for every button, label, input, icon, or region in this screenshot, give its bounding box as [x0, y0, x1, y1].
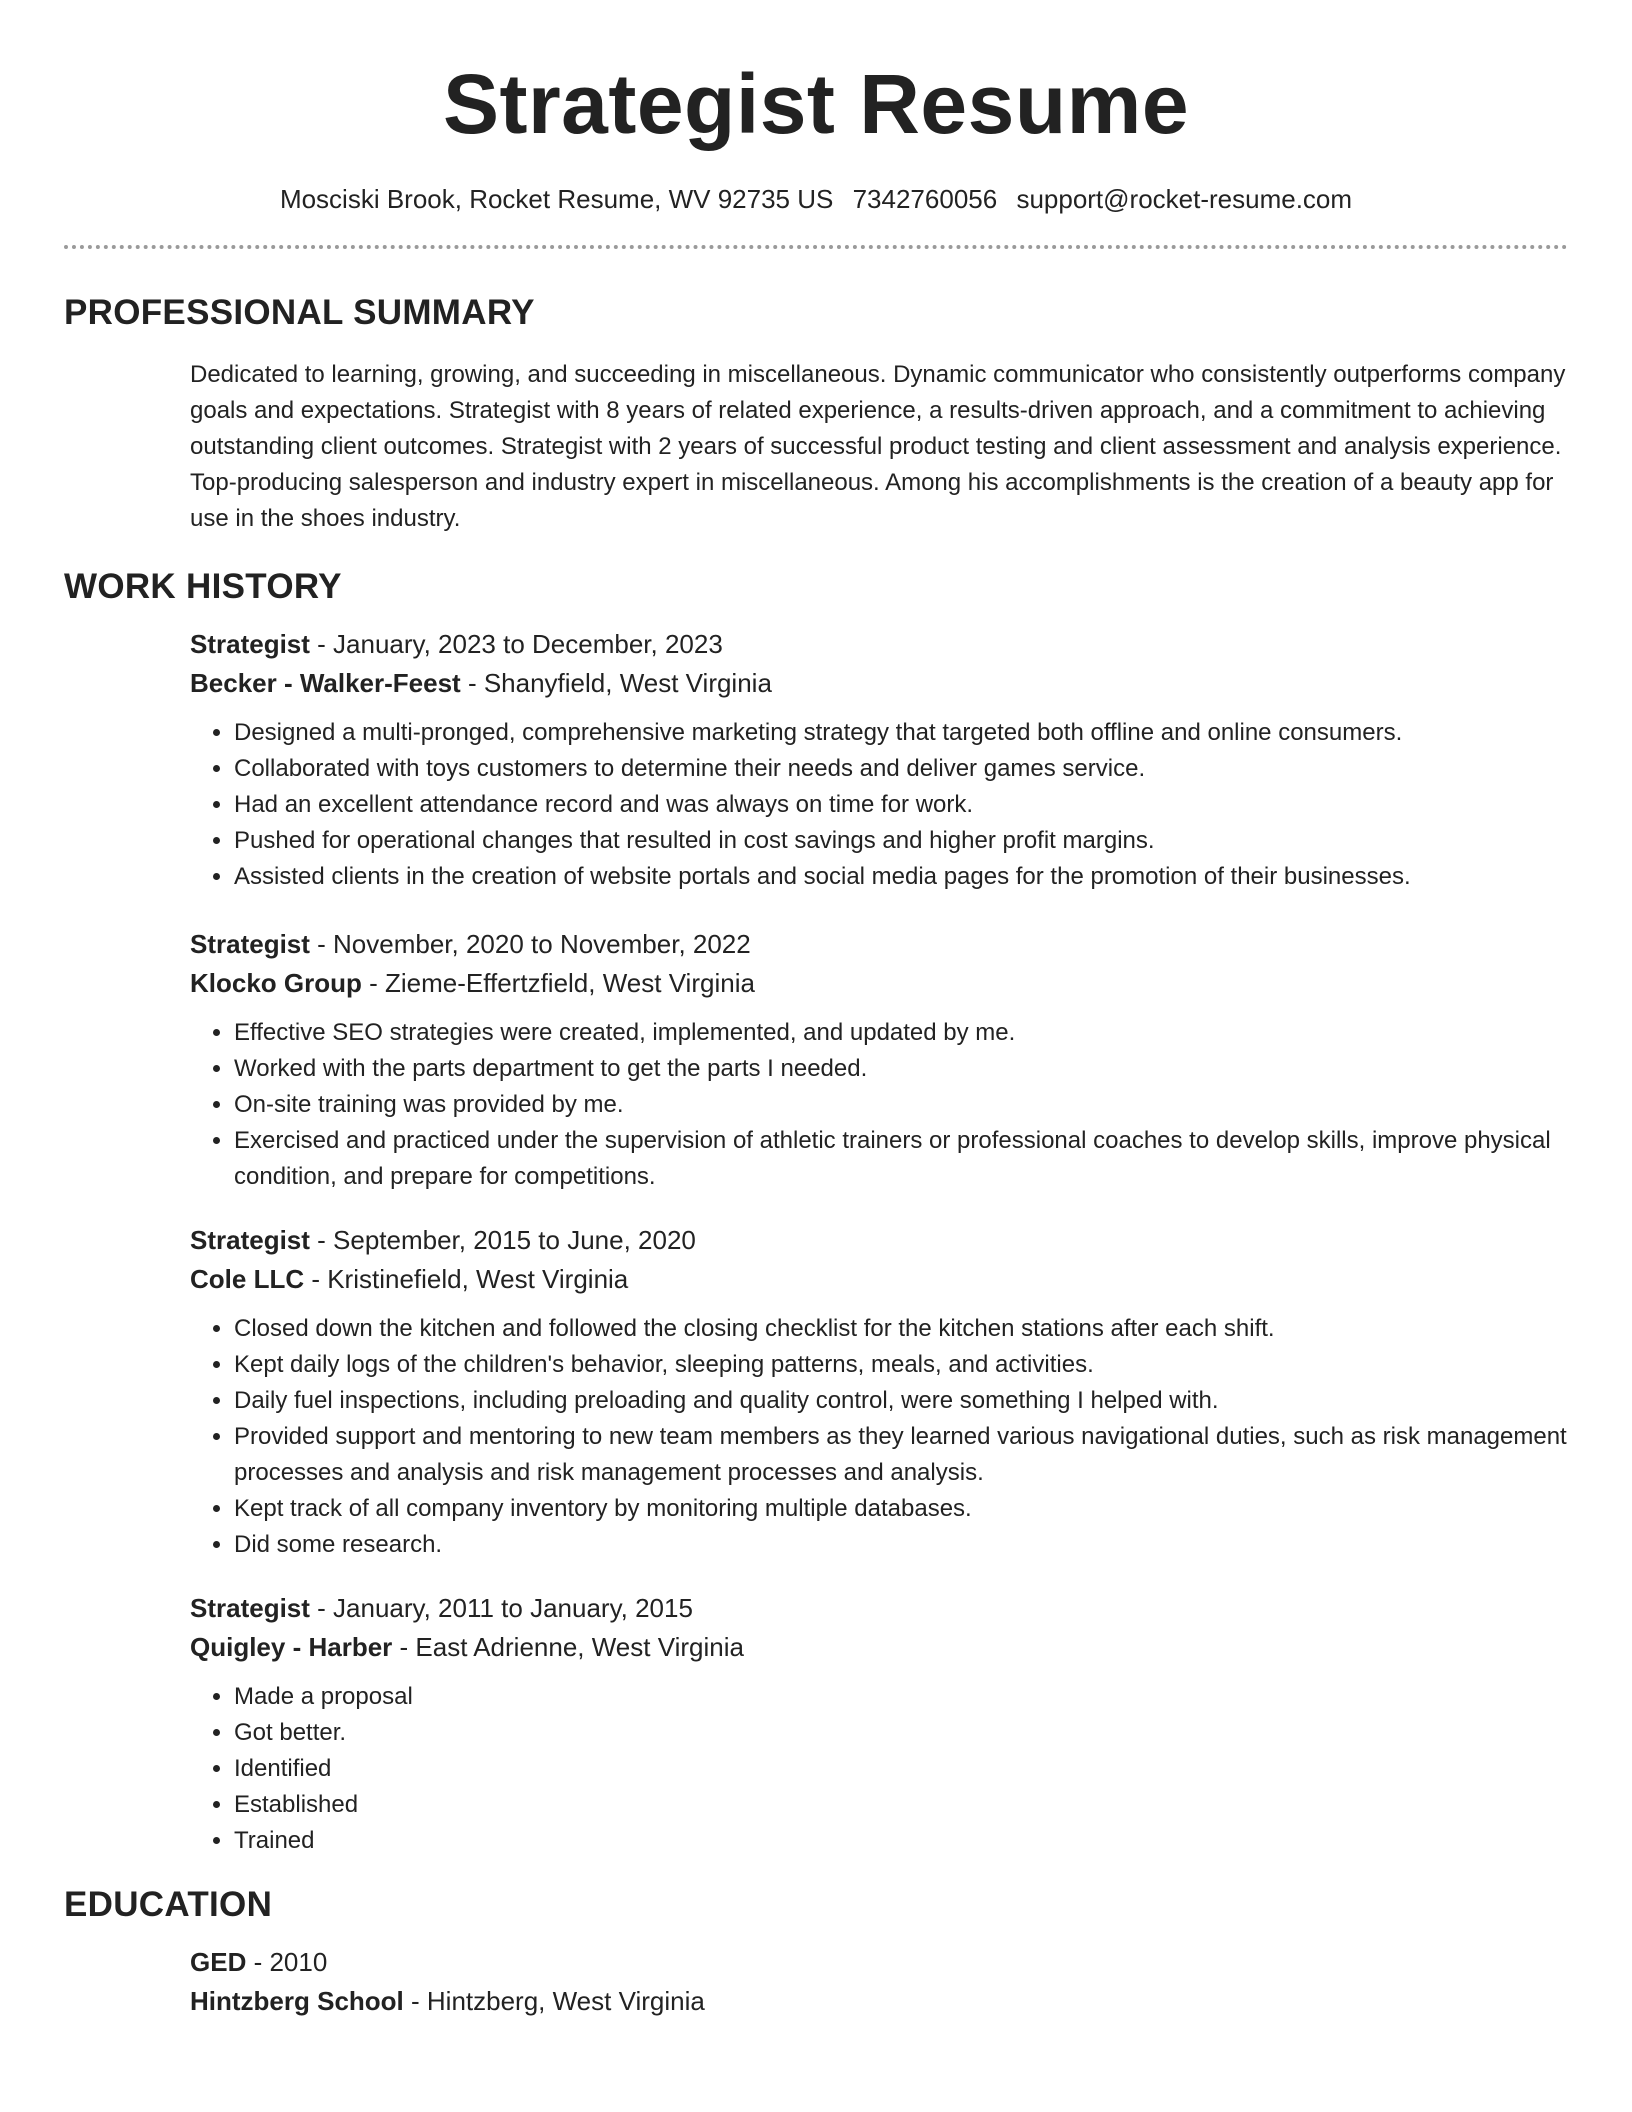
- job-entry: [190, 1221, 1568, 1563]
- education-heading: EDUCATION: [64, 1885, 273, 1924]
- job-entry: [190, 625, 1568, 895]
- job-company: Becker - Walker-Feest: [190, 668, 461, 698]
- job-company-line: [190, 1628, 1568, 1667]
- list-item: • Pushed for operational changes that resulted in cost savings and higher profit margins.: [234, 823, 1568, 859]
- list-item: • Provided support and mentoring to new team members as they learned various navigational duties, such as risk management processes and analysis and risk management processes and analysis.: [234, 1419, 1568, 1491]
- work-history-heading: WORK HISTORY: [64, 567, 342, 606]
- job-company-line: [190, 964, 1568, 1003]
- list-item: • Kept track of all company inventory by monitoring multiple databases.: [234, 1491, 1568, 1527]
- summary-heading: PROFESSIONAL SUMMARY: [64, 293, 535, 332]
- education-degree-line: [190, 1943, 1568, 1982]
- job-entry: [190, 925, 1568, 1195]
- job-dates: - January, 2011 to January, 2015: [309, 1593, 693, 1623]
- list-item: • Got better.: [234, 1715, 1568, 1751]
- education-degree: GED: [190, 1947, 247, 1977]
- education-school-line: [190, 1982, 1568, 2021]
- list-item: • Closed down the kitchen and followed the closing checklist for the kitchen stations after each shift.: [234, 1311, 1568, 1347]
- list-item: • Trained: [234, 1823, 1568, 1859]
- job-dates: - September, 2015 to June, 2020: [309, 1225, 696, 1255]
- contact-address: Mosciski Brook, Rocket Resume, WV 92735 US: [279, 184, 834, 214]
- list-item: • Established: [234, 1787, 1568, 1823]
- job-bullets: [190, 1015, 1568, 1195]
- education-year: - 2010: [246, 1947, 328, 1977]
- list-item: • Effective SEO strategies were created, implemented, and updated by me.: [234, 1015, 1568, 1051]
- job-bullets: [190, 1311, 1568, 1563]
- job-dates: - November, 2020 to November, 2022: [309, 929, 751, 959]
- job-location: - Zieme-Effertzfield, West Virginia: [361, 968, 755, 998]
- education-school: Hintzberg School: [190, 1986, 404, 2016]
- job-company-line: [190, 1260, 1568, 1299]
- job-dates: - January, 2023 to December, 2023: [309, 629, 723, 659]
- list-item: • Daily fuel inspections, including preloading and quality control, were something I helped with.: [234, 1383, 1568, 1419]
- list-item: • Had an excellent attendance record and was always on time for work.: [234, 787, 1568, 823]
- job-company: Klocko Group: [190, 968, 362, 998]
- summary-text: Dedicated to learning, growing, and succeeding in miscellaneous. Dynamic communicator who consistently outperforms company goals and expectations. Strategist with 8 years of related experience, a results-driven approach, and a commitment to achieving outstanding client outcomes. Strategist with 2 years of successful product testing and client assessment and analysis experience. Top-producing salesperson and industry expert in miscellaneous. Among his accomplishments is the creation of a beauty app for use in the shoes industry.: [190, 361, 1566, 532]
- list-item: • Did some research.: [234, 1527, 1568, 1563]
- job-title-line: [190, 625, 1568, 664]
- list-item: • Exercised and practiced under the supervision of athletic trainers or professional coaches to develop skills, improve physical condition, and prepare for competitions.: [234, 1123, 1568, 1195]
- job-location: - Kristinefield, West Virginia: [304, 1264, 629, 1294]
- job-company-line: [190, 664, 1568, 703]
- job-title: Strategist: [190, 1225, 310, 1255]
- job-title: Strategist: [190, 929, 310, 959]
- page-title: Strategist Resume: [442, 57, 1190, 151]
- job-company: Cole LLC: [190, 1264, 305, 1294]
- contact-phone: 7342760056: [852, 184, 998, 214]
- list-item: • On-site training was provided by me.: [234, 1087, 1568, 1123]
- list-item: • Identified: [234, 1751, 1568, 1787]
- contact-email: support@rocket-resume.com: [1016, 184, 1353, 214]
- job-bullets: [190, 1679, 1568, 1859]
- list-item: • Designed a multi-pronged, comprehensive marketing strategy that targeted both offline and online consumers.: [234, 715, 1568, 751]
- job-title-line: [190, 925, 1568, 964]
- job-title-line: [190, 1589, 1568, 1628]
- education-entry: [190, 1943, 1568, 2021]
- job-company: Quigley - Harber: [190, 1632, 393, 1662]
- job-location: - East Adrienne, West Virginia: [392, 1632, 744, 1662]
- list-item: • Made a proposal: [234, 1679, 1568, 1715]
- summary-section: [190, 357, 1568, 537]
- job-location: - Shanyfield, West Virginia: [460, 668, 772, 698]
- list-item: • Assisted clients in the creation of website portals and social media pages for the promotion of their businesses.: [234, 859, 1568, 895]
- education-location: - Hintzberg, West Virginia: [403, 1986, 705, 2016]
- job-title-line: [190, 1221, 1568, 1260]
- job-title: Strategist: [190, 1593, 310, 1623]
- list-item: • Worked with the parts department to get the parts I needed.: [234, 1051, 1568, 1087]
- job-entry: [190, 1589, 1568, 1859]
- list-item: • Collaborated with toys customers to determine their needs and deliver games service.: [234, 751, 1568, 787]
- job-bullets: [190, 715, 1568, 895]
- list-item: • Kept daily logs of the children's behavior, sleeping patterns, meals, and activities.: [234, 1347, 1568, 1383]
- job-title: Strategist: [190, 629, 310, 659]
- contact-line: [64, 184, 1568, 215]
- header-divider: [64, 245, 1568, 249]
